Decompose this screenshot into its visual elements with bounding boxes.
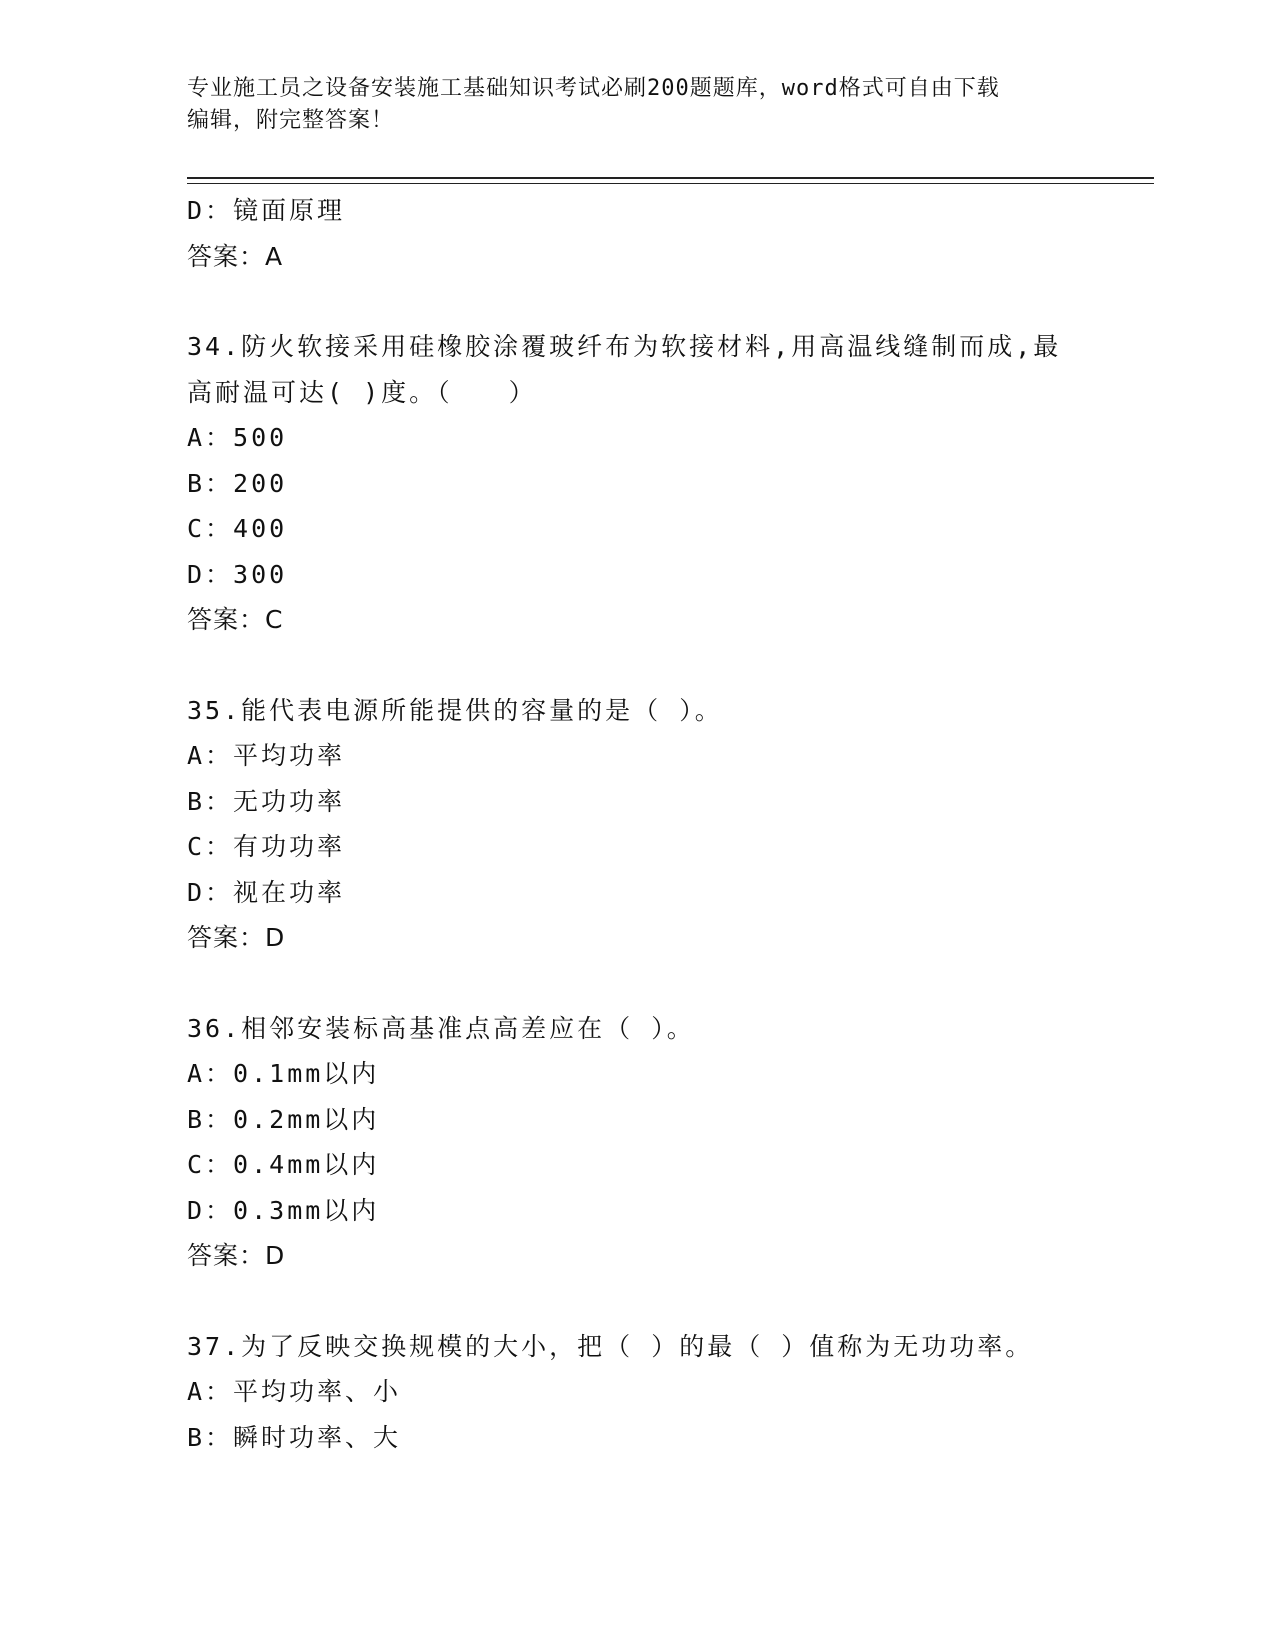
question-34-answer: 答案：C <box>187 605 284 634</box>
question-34-text-line-1: 34.防火软接采用硅橡胶涂覆玻纤布为软接材料,用高温线缝制而成,最 <box>187 332 1062 361</box>
option-d-prev: D：镜面原理 <box>187 196 346 225</box>
spacer <box>187 961 1087 1006</box>
header-line-2: 编辑，附完整答案！ <box>187 108 395 133</box>
spacer <box>187 279 1087 324</box>
spacer <box>187 643 1087 688</box>
question-37-text: 37.为了反映交换规模的大小，把（ ）的最（ ）值称为无功功率。 <box>187 1331 1034 1361</box>
question-36-option-a: A：0.1mm以内 <box>187 1059 380 1088</box>
question-35-option-d: D：视在功率 <box>187 877 346 907</box>
question-34-option-a: A：500 <box>187 423 288 452</box>
question-34-option-d: D：300 <box>187 559 288 589</box>
header-rule-thin <box>187 183 1154 184</box>
question-35 <box>187 688 1087 961</box>
document-header <box>187 73 1087 137</box>
header-line-1: 专业施工员之设备安装施工基础知识考试必刷200题题库，word格式可自由下载 <box>187 76 1000 101</box>
question-37 <box>187 1324 1087 1461</box>
spacer <box>187 1279 1087 1324</box>
question-36-option-d: D：0.3mm以内 <box>187 1195 380 1225</box>
question-36-option-b: B：0.2mm以内 <box>187 1104 380 1134</box>
question-36-answer: 答案：D <box>187 1241 286 1270</box>
question-35-answer: 答案：D <box>187 923 286 952</box>
question-37-option-b: B：瞬时功率、大 <box>187 1422 402 1452</box>
question-35-option-a: A：平均功率 <box>187 741 346 770</box>
header-rule-thick <box>187 177 1154 179</box>
question-36-text: 36.相邻安装标高基准点高差应在（ ）。 <box>187 1013 695 1043</box>
question-37-option-a: A：平均功率、小 <box>187 1377 402 1406</box>
question-36 <box>187 1006 1087 1279</box>
question-34-option-c: C：400 <box>187 514 288 543</box>
question-34-option-b: B：200 <box>187 468 288 498</box>
question-35-option-c: C：有功功率 <box>187 832 346 861</box>
question-36-option-c: C：0.4mm以内 <box>187 1150 380 1179</box>
question-list <box>187 188 1087 1460</box>
question-35-text: 35.能代表电源所能提供的容量的是（ ）。 <box>187 695 723 725</box>
question-34 <box>187 324 1087 643</box>
question-34-text-line-2: 高耐温可达( )度。（ ） <box>187 377 537 407</box>
question-35-option-b: B：无功功率 <box>187 786 346 816</box>
answer-prev: 答案：A <box>187 241 284 271</box>
